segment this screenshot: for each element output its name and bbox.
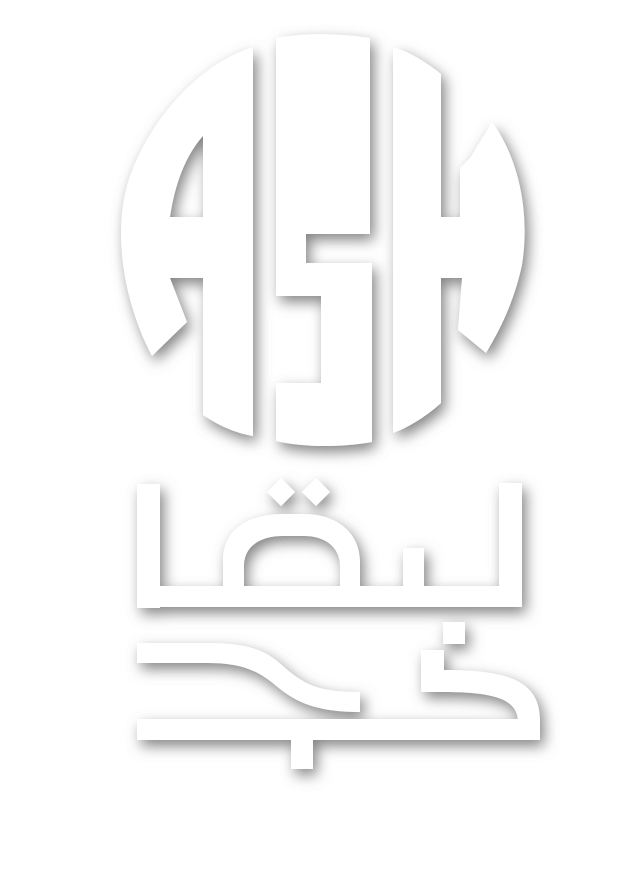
wordmark-stroke-qaf-bowl [223, 514, 360, 596]
monogram-letter-s [276, 34, 372, 446]
wordmark-stroke-lam [403, 548, 424, 598]
arabic-wordmark [137, 478, 540, 769]
wordmark-stroke-baseline [137, 586, 522, 607]
wordmark-dot-left [267, 478, 295, 506]
wordmark-stroke-kaf-tip [443, 622, 465, 644]
wordmark-stroke-bottom-baseline [137, 719, 540, 740]
wordmark-stroke-descender [291, 719, 313, 769]
wordmark-stroke-ayn [137, 643, 360, 712]
wordmark-dot-right [302, 478, 330, 506]
ash-monogram [121, 34, 525, 446]
monogram-letter-a [121, 47, 253, 436]
monogram-letter-h [393, 47, 525, 433]
